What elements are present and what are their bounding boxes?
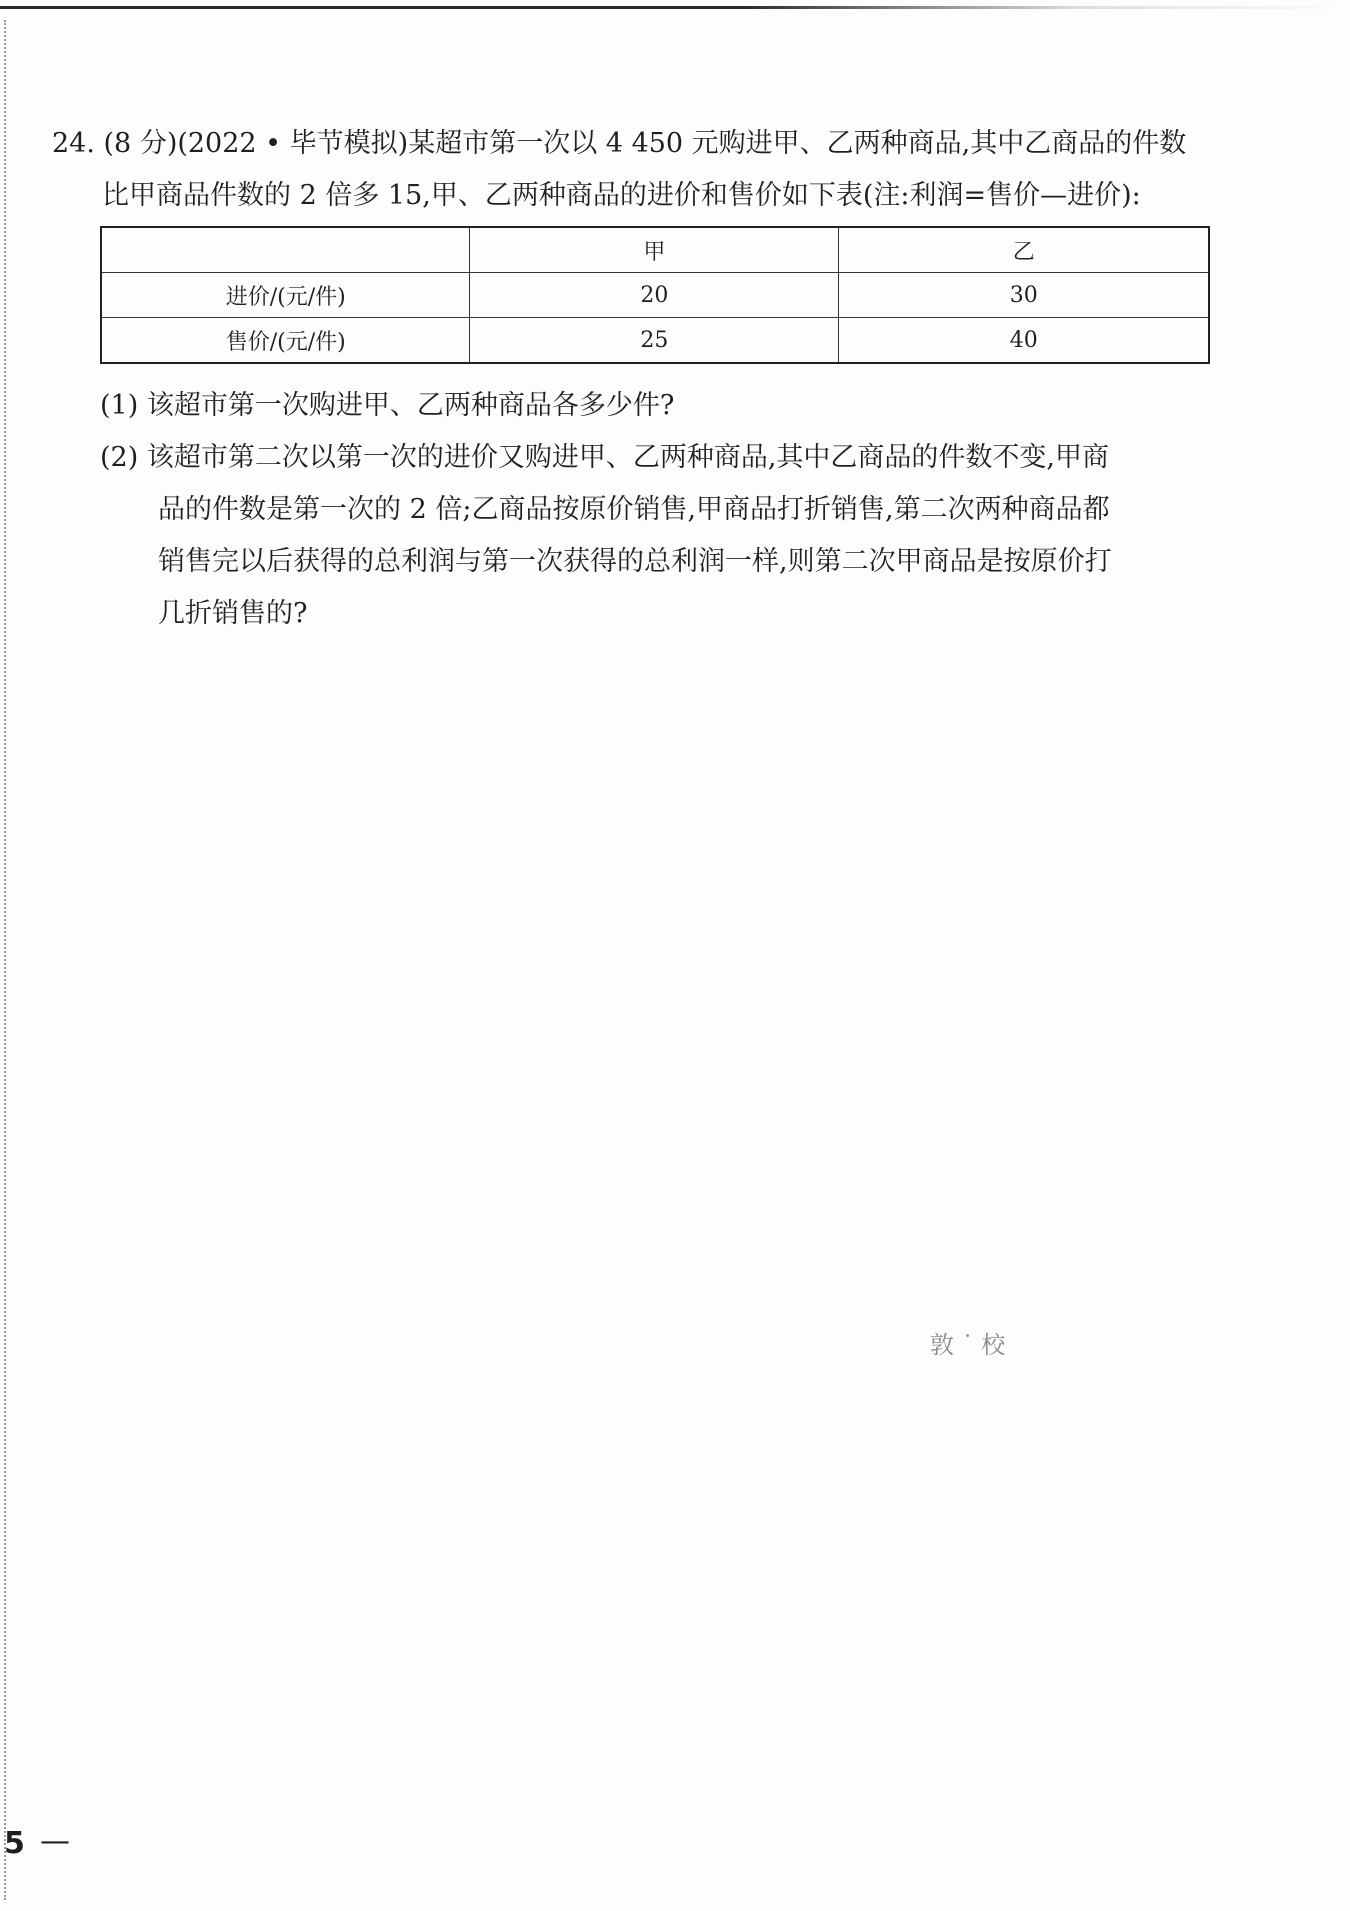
sub-question-2-line-3: 销售完以后获得的总利润与第一次获得的总利润一样,则第二次甲商品是按原价打 — [158, 546, 1112, 577]
left-perforation — [4, 20, 6, 1900]
page-number-dash: — — [40, 1824, 70, 1859]
question-24 — [52, 118, 1232, 222]
table-row — [101, 318, 1209, 364]
table-cell: 进价/(元/件) — [101, 273, 470, 318]
table-header-cell: 甲 — [470, 227, 839, 273]
sub-question-1: (1) 该超市第一次购进甲、乙两种商品各多少件? — [100, 390, 675, 421]
scan-artifact-text: 敦 ˙ 校 — [930, 1331, 1006, 1359]
top-rule — [0, 6, 1350, 9]
table-header-cell — [101, 227, 470, 273]
table-cell: 20 — [470, 273, 839, 318]
table-row — [101, 273, 1209, 318]
table-header-row — [101, 227, 1209, 273]
table-cell: 售价/(元/件) — [101, 318, 470, 364]
table-cell: 40 — [839, 318, 1209, 364]
table-cell: 30 — [839, 273, 1209, 318]
sub-question-2-line-1: (2) 该超市第二次以第一次的进价又购进甲、乙两种商品,其中乙商品的件数不变,甲商 — [100, 442, 1109, 473]
question-stem-line-1: 24. (8 分)(2022 • 毕节模拟)某超市第一次以 4 450 元购进甲、乙两种商品,其中乙商品的件数 — [52, 128, 1187, 159]
page-number: 5 — [4, 1826, 25, 1861]
table-cell: 25 — [470, 318, 839, 364]
sub-question-2-line-4: 几折销售的? — [158, 598, 308, 629]
price-table — [100, 226, 1210, 364]
sub-question-2-line-2: 品的件数是第一次的 2 倍;乙商品按原价销售,甲商品打折销售,第二次两种商品都 — [158, 494, 1110, 525]
question-stem-line-2: 比甲商品件数的 2 倍多 15,甲、乙两种商品的进价和售价如下表(注:利润=售价—进价): — [102, 180, 1141, 211]
table-header-cell: 乙 — [839, 227, 1209, 273]
sub-questions — [100, 380, 1230, 640]
